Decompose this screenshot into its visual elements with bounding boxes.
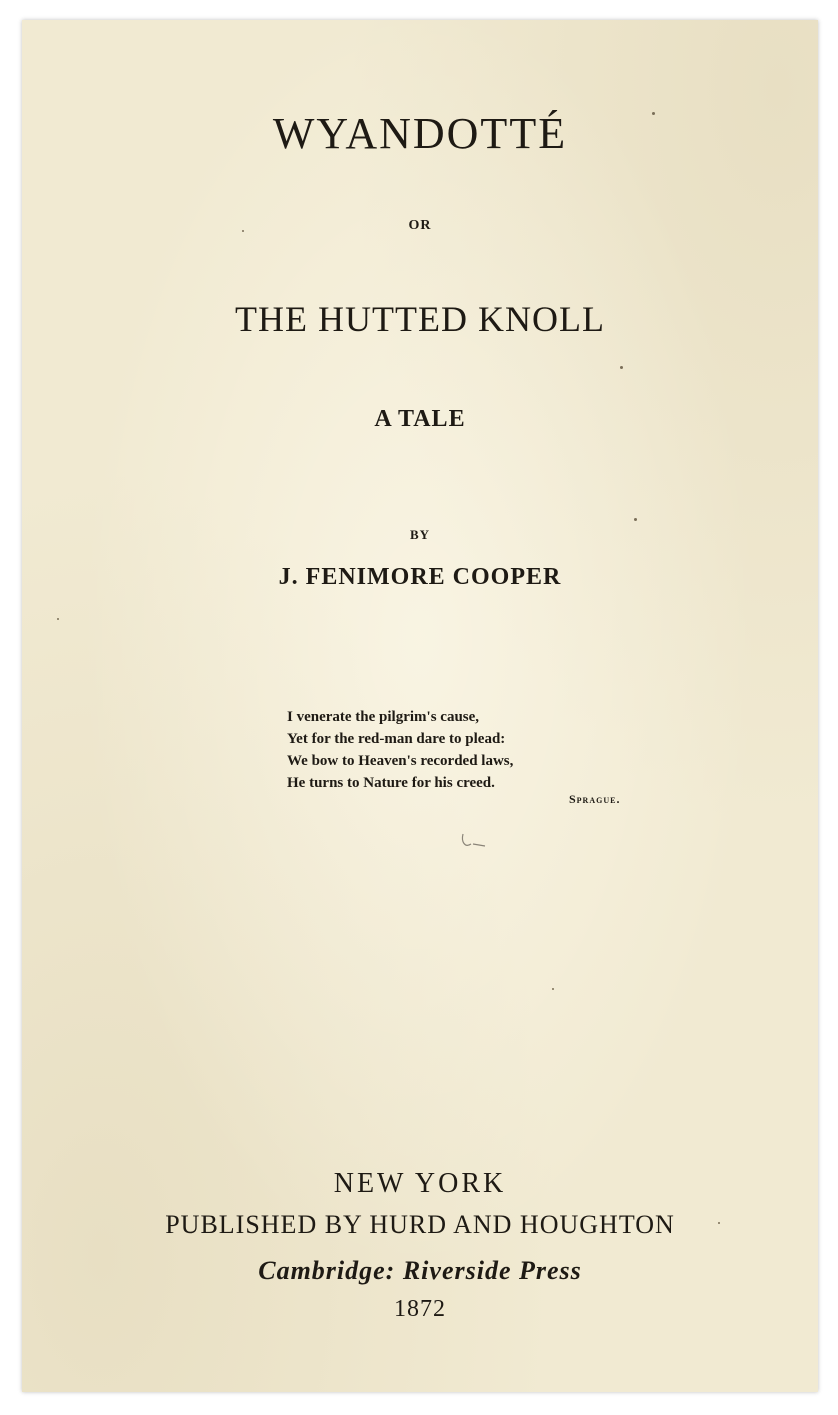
imprint-publisher: PUBLISHED BY HURD AND HOUGHTON xyxy=(165,1210,675,1239)
imprint-year: 1872 xyxy=(394,1296,446,1322)
epigraph-line: We bow to Heaven's recorded laws, xyxy=(287,753,514,769)
epigraph-attribution: Sprague. xyxy=(569,792,621,806)
or-separator: OR xyxy=(408,218,432,233)
epigraph-line: Yet for the red-man dare to plead: xyxy=(287,731,506,747)
paper-speck xyxy=(634,518,637,521)
paper-speck xyxy=(57,618,59,620)
paper-speck xyxy=(652,112,655,115)
paper-speck xyxy=(718,1222,720,1224)
epigraph-line: He turns to Nature for his creed. xyxy=(287,775,495,791)
imprint-press: Cambridge: Riverside Press xyxy=(258,1256,582,1285)
book-subtitle: THE HUTTED KNOLL xyxy=(235,299,605,339)
by-label: BY xyxy=(409,527,431,542)
pencil-mark-icon xyxy=(459,832,489,852)
epigraph-line: I venerate the pilgrim's cause, xyxy=(287,709,480,725)
epigraph xyxy=(287,706,513,794)
title-page xyxy=(22,20,818,1392)
paper-speck xyxy=(242,230,244,232)
imprint-place: NEW YORK xyxy=(333,1168,507,1199)
genre-label: A TALE xyxy=(374,406,466,432)
paper-speck xyxy=(620,366,623,369)
book-title: WYANDOTTÉ xyxy=(272,109,568,158)
author-name: J. FENIMORE COOPER xyxy=(278,564,562,590)
paper-speck xyxy=(552,988,554,990)
